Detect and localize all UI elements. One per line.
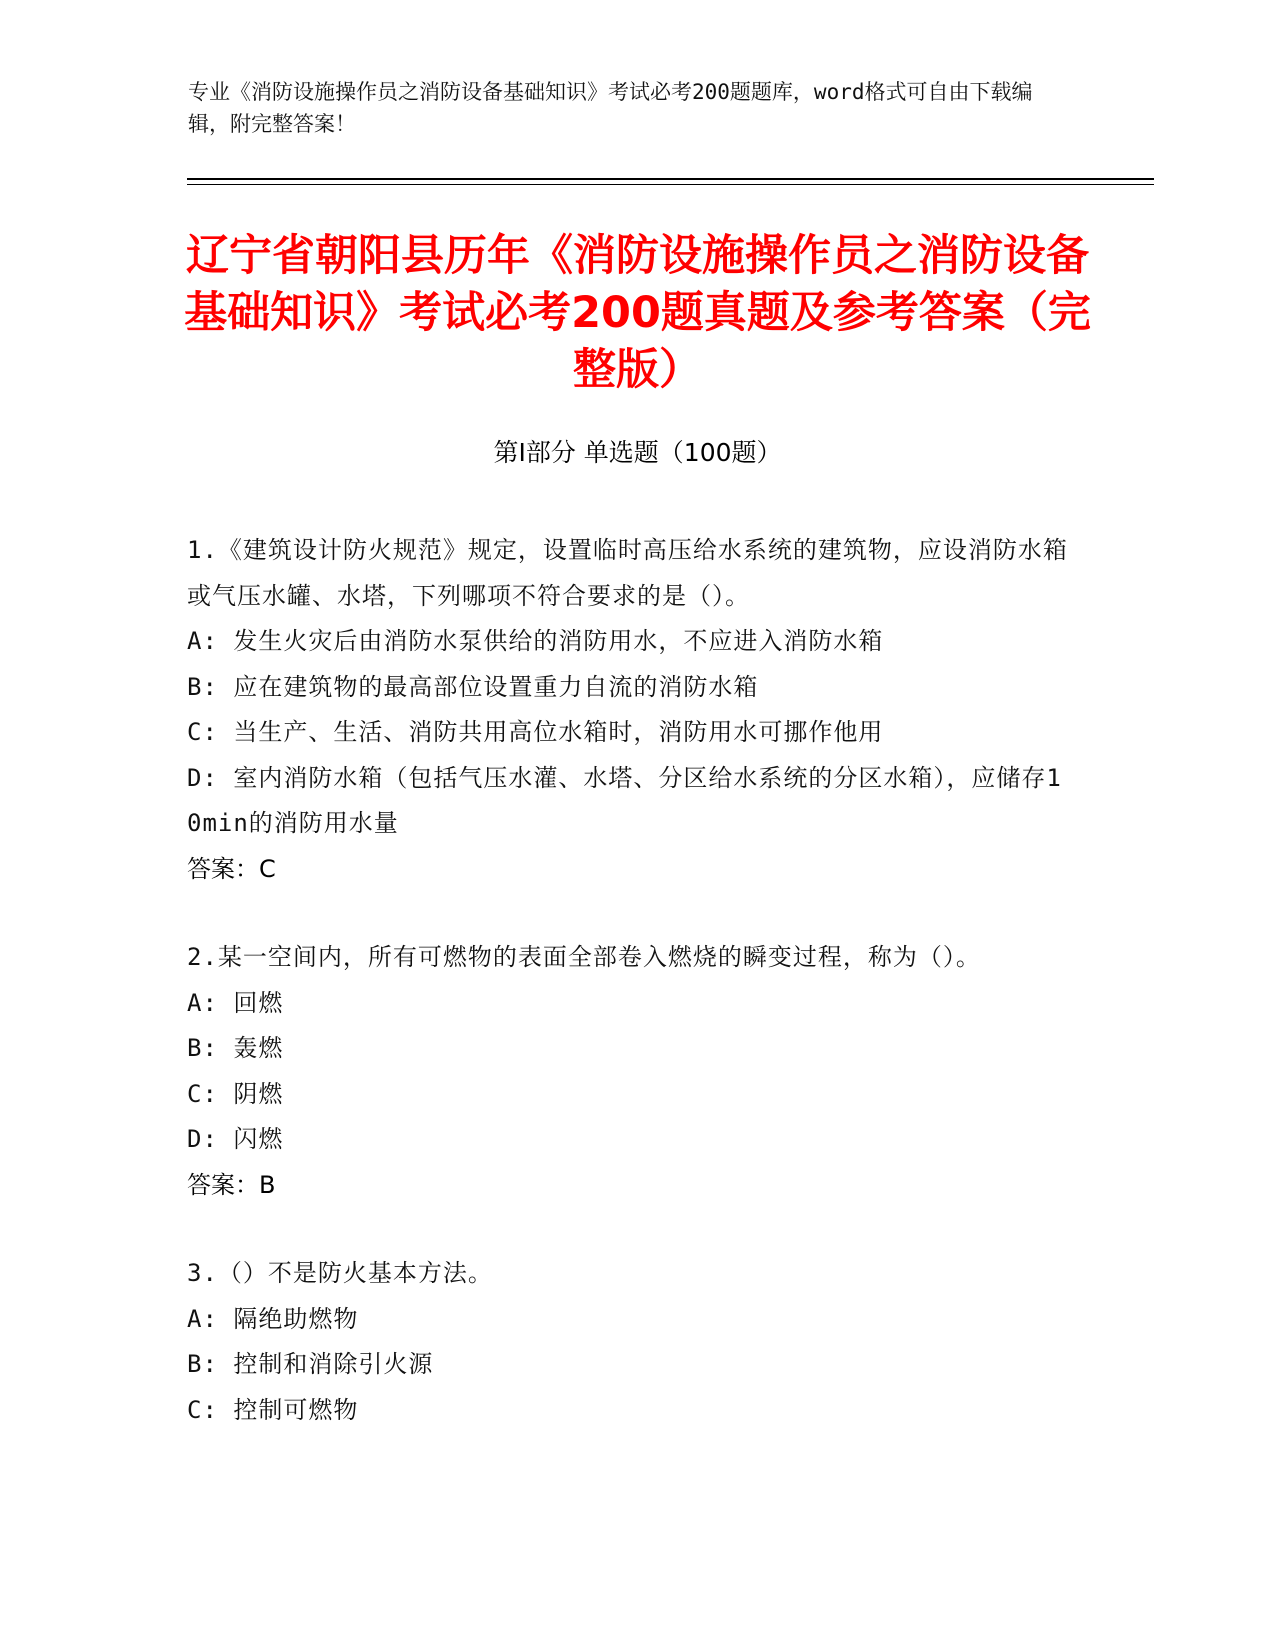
option-a: A: 隔绝助燃物 — [187, 1304, 359, 1333]
question-text: 1.《建筑设计防火规范》规定，设置临时高压给水系统的建筑物，应设消防水箱或气压水罐、水塔，下列哪项不符合要求的是（）。 — [187, 536, 1068, 610]
header-divider-thick — [187, 178, 1154, 180]
option-b: B: 控制和消除引火源 — [187, 1350, 434, 1378]
question-list — [187, 528, 1077, 1476]
question-text: 2.某一空间内，所有可燃物的表面全部卷入燃烧的瞬变过程，称为（）。 — [187, 943, 981, 971]
answer: 答案：B — [187, 1170, 276, 1199]
option-c: C: 阴燃 — [187, 1079, 284, 1108]
question-text: 3.（）不是防火基本方法。 — [187, 1259, 493, 1287]
header-note: 专业《消防设施操作员之消防设备基础知识》考试必考200题题库，word格式可自由下载编辑，附完整答案！ — [188, 80, 1033, 136]
question-1 — [187, 528, 1077, 892]
option-d: D: 室内消防水箱（包括气压水灌、水塔、分区给水系统的分区水箱），应储存10min的消防用水量 — [187, 763, 1062, 837]
answer: 答案：C — [187, 854, 276, 883]
section-heading: 第Ⅰ部分 单选题（100题） — [493, 438, 782, 467]
header-divider-thin — [187, 184, 1154, 185]
document-title: 辽宁省朝阳县历年《消防设施操作员之消防设备基础知识》考试必考200题真题及参考答案（完整版） — [184, 231, 1091, 395]
question-3 — [187, 1251, 1077, 1433]
option-c: C: 当生产、生活、消防共用高位水箱时，消防用水可挪作他用 — [187, 718, 884, 746]
option-d: D: 闪燃 — [187, 1125, 284, 1153]
option-a: A: 回燃 — [187, 988, 284, 1017]
option-b: B: 轰燃 — [187, 1034, 284, 1062]
option-c: C: 控制可燃物 — [187, 1395, 359, 1424]
question-2 — [187, 935, 1077, 1208]
option-a: A: 发生火灾后由消防水泵供给的消防用水，不应进入消防水箱 — [187, 627, 884, 655]
option-b: B: 应在建筑物的最高部位设置重力自流的消防水箱 — [187, 672, 759, 701]
